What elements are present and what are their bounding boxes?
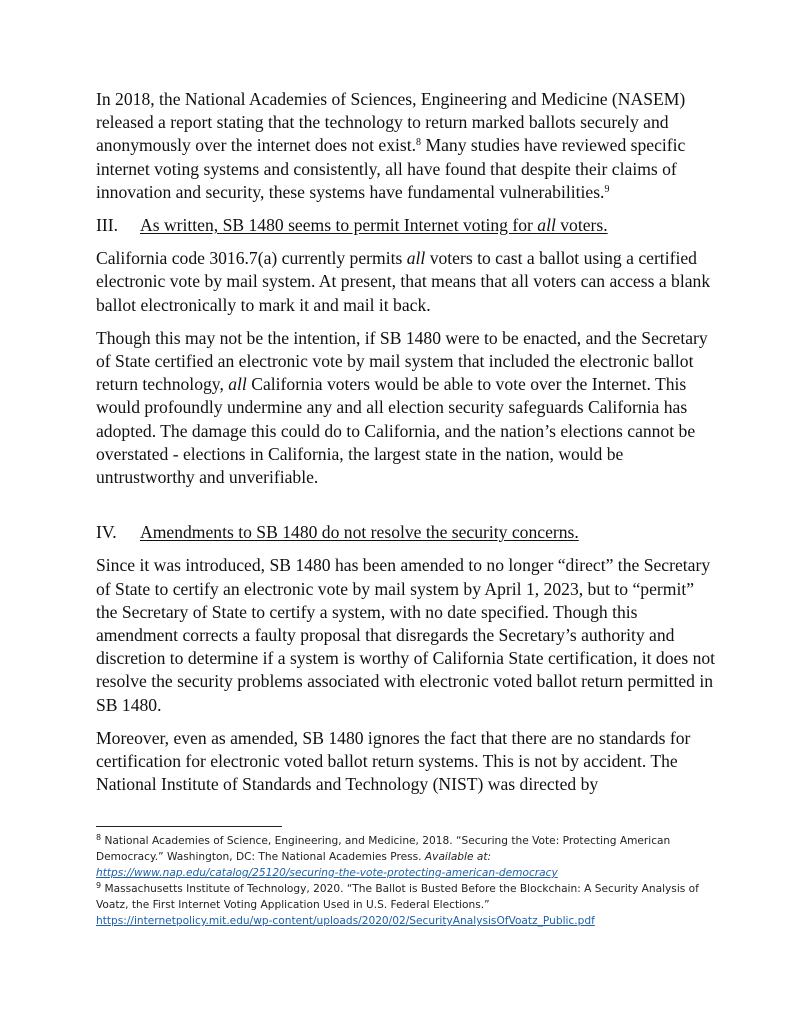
paragraph-standards: Moreover, even as amended, SB 1480 ignores the fact that there are no standards for certification for electronic voted ballot return systems. This is not by accident. The National Institute of Standards and Technology (NIST) was directed by xyxy=(96,727,691,795)
paragraph-nasem: In 2018, the National Academies of Sciences, Engineering and Medicine (NASEM) released a report stating that the technology to return marked ballots securely and anonymously over the internet does not exist.$^8$ Many studies have reviewed specific internet voting systems and consistently, all have found that despite their claims of innovation and security, these systems have fundamental vulnerabilities.$^9$ xyxy=(96,89,686,202)
footnotes xyxy=(96,826,716,929)
footnote-ref-8[interactable]: 8 xyxy=(416,137,422,149)
footnote-8: $^8$ National Academies of Science, Engineering, and Medicine, 2018. “Securing the Vote: Protecting American Democracy.” Washington, DC: The National Academies Press. Available at: https://www.nap.edu/catalog/25120/securing-the-vote-protecting-american-democracy xyxy=(96,833,671,879)
paragraph-intention: Though this may not be the intention, if SB 1480 were to be enacted, and the Secretary of State certified an electronic vote by mail system that included the electronic ballot return technology, all California voters would be able to vote over the Internet. This would profoundly undermine any and all election security safeguards California has adopted. The damage this could do to California, and the nation’s elections cannot be overstated - elections in California, the largest state in the nation, would be untrustworthy and unverifiable. xyxy=(96,327,708,488)
footnote-9: $^9$ Massachusetts Institute of Technology, 2020. “The Ballot is Busted Before the Blockchain: A Security Analysis of Voatz, the First Internet Voting Application Used in U.S. Federal Elections.” https://internetpolicy.mit.edu/wp-content/uploads/2020/02/SecurityAnalysisOfVoatz_Public.pdf xyxy=(96,881,699,927)
footnote-9-link[interactable]: https://internetpolicy.mit.edu/wp-content/uploads/2020/02/SecurityAnalysisOfVoatz_Public.pdf xyxy=(96,915,595,927)
section-number: IV. xyxy=(96,522,117,543)
blank-line xyxy=(96,499,716,521)
paragraph-amendments: Since it was introduced, SB 1480 has been amended to no longer “direct” the Secretary of State to certify an electronic vote by mail system by April 1, 2023, but to “permit” the Secretary of State to certify a system, with no date specified. Though this amendment corrects a faulty proposal that disregards the Secretary’s authority and discretion to determine if a system is worthy of California State certification, it does not resolve the security problems associated with electronic voted ballot return permitted in SB 1480. xyxy=(96,555,716,715)
paragraph-california-code: California code 3016.7(a) currently permits all voters to cast a ballot using a certified electronic vote by mail system. At present, that means that all voters can access a blank ballot electronically to mark it and mail it back. xyxy=(96,248,711,315)
section-heading-iii xyxy=(96,214,716,237)
footnote-8-link[interactable]: https://www.nap.edu/catalog/25120/securing-the-vote-protecting-american-democracy xyxy=(96,867,558,879)
section-title: As written, SB 1480 seems to permit Internet voting for all voters. xyxy=(140,215,608,236)
footnote-separator xyxy=(96,826,282,827)
section-heading-iv xyxy=(96,521,716,544)
section-title: Amendments to SB 1480 do not resolve the security concerns. xyxy=(140,522,579,543)
document-body xyxy=(96,88,716,806)
footnote-ref-9[interactable]: 9 xyxy=(604,183,610,195)
section-number: III. xyxy=(96,215,118,236)
